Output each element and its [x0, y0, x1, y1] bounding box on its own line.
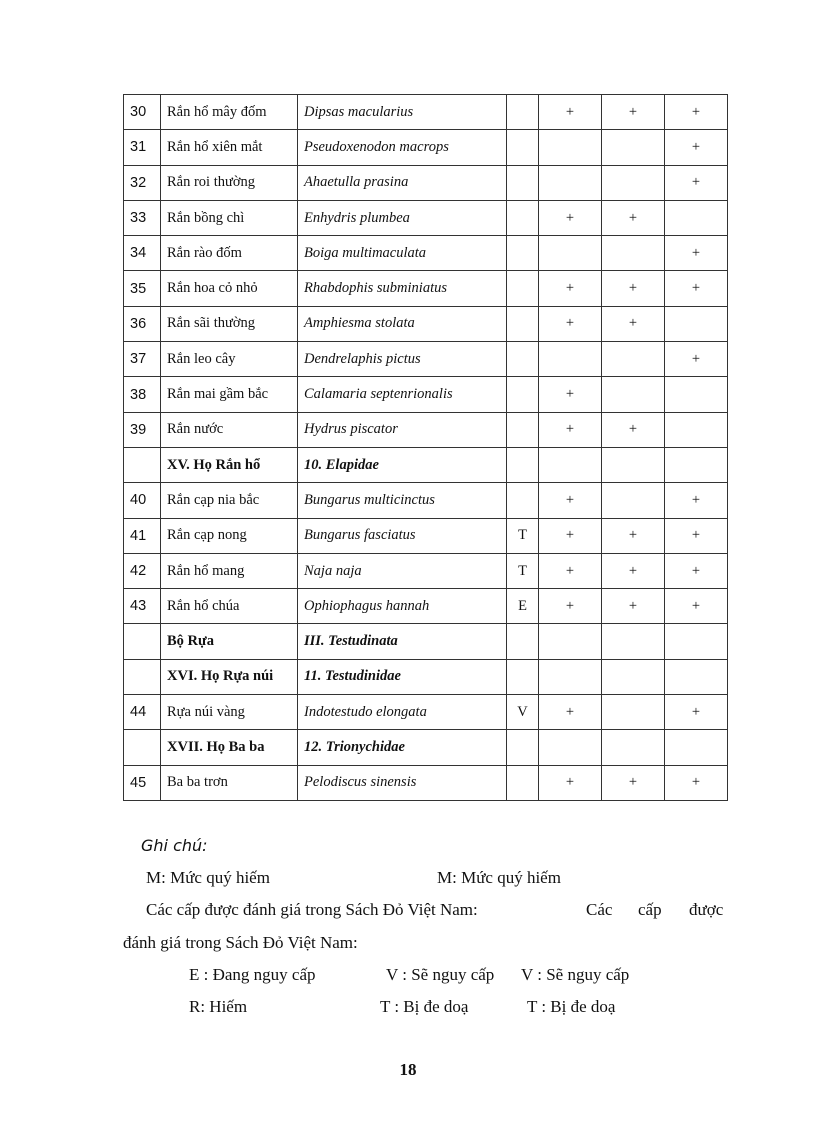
scientific-name: Calamaria septenrionalis: [298, 377, 507, 412]
row-number: 41: [124, 518, 161, 553]
note-t2: T : Bị đe doạ: [527, 997, 616, 1016]
table-row: [124, 306, 728, 341]
table-row: [124, 200, 728, 235]
status-code: [507, 271, 539, 306]
group-row: [124, 659, 728, 694]
presence-col-3: [665, 659, 728, 694]
row-number: 44: [124, 695, 161, 730]
row-number: [124, 624, 161, 659]
vietnamese-name: Rắn hoa cỏ nhỏ: [161, 271, 298, 306]
presence-col-1: +: [539, 95, 602, 130]
species-table: [123, 94, 728, 801]
presence-col-1: +: [539, 518, 602, 553]
presence-col-3: +: [665, 165, 728, 200]
scientific-name: Boiga multimaculata: [298, 236, 507, 271]
presence-col-3: +: [665, 95, 728, 130]
presence-col-1: +: [539, 695, 602, 730]
note-t1: T : Bị đe doạ: [380, 997, 469, 1016]
vietnamese-name: Rắn roi thường: [161, 165, 298, 200]
status-code: [507, 659, 539, 694]
presence-col-2: +: [602, 589, 665, 624]
status-code: [507, 624, 539, 659]
status-code: [507, 200, 539, 235]
vietnamese-name: Rắn cạp nong: [161, 518, 298, 553]
note-levels: Các cấp được đánh giá trong Sách Đỏ Việt Nam:: [146, 900, 478, 919]
presence-col-2: +: [602, 200, 665, 235]
vietnamese-name: Rắn mai gầm bắc: [161, 377, 298, 412]
presence-col-3: +: [665, 236, 728, 271]
presence-col-2: +: [602, 412, 665, 447]
table-row: [124, 236, 728, 271]
vietnamese-name: Ba ba trơn: [161, 765, 298, 800]
presence-col-1: [539, 659, 602, 694]
row-number: 31: [124, 130, 161, 165]
scientific-name: Amphiesma stolata: [298, 306, 507, 341]
vietnamese-name: XVI. Họ Rựa núi: [161, 659, 298, 694]
presence-col-2: +: [602, 765, 665, 800]
row-number: 45: [124, 765, 161, 800]
note-e: E : Đang nguy cấp: [189, 965, 316, 984]
presence-col-2: [602, 624, 665, 659]
row-number: 37: [124, 342, 161, 377]
scientific-name: Pelodiscus sinensis: [298, 765, 507, 800]
group-row: [124, 730, 728, 765]
presence-col-3: [665, 624, 728, 659]
notes-title: Ghi chú:: [141, 836, 208, 855]
presence-col-2: [602, 659, 665, 694]
presence-col-3: +: [665, 765, 728, 800]
vietnamese-name: Rắn hổ mang: [161, 553, 298, 588]
vietnamese-name: Rắn hổ chúa: [161, 589, 298, 624]
scientific-name: 12. Trionychidae: [298, 730, 507, 765]
vietnamese-name: Rắn cạp nia bắc: [161, 483, 298, 518]
table-row: [124, 342, 728, 377]
presence-col-3: +: [665, 483, 728, 518]
presence-col-2: +: [602, 271, 665, 306]
presence-col-3: [665, 412, 728, 447]
presence-col-2: +: [602, 553, 665, 588]
presence-col-1: +: [539, 412, 602, 447]
vietnamese-name: Rắn leo cây: [161, 342, 298, 377]
table-row: [124, 483, 728, 518]
presence-col-3: [665, 200, 728, 235]
presence-col-2: [602, 165, 665, 200]
presence-col-1: [539, 130, 602, 165]
table-row: [124, 695, 728, 730]
presence-col-1: [539, 624, 602, 659]
row-number: 33: [124, 200, 161, 235]
presence-col-1: +: [539, 553, 602, 588]
presence-col-1: [539, 165, 602, 200]
status-code: [507, 95, 539, 130]
scientific-name: Pseudoxenodon macrops: [298, 130, 507, 165]
presence-col-2: [602, 695, 665, 730]
table-row: [124, 412, 728, 447]
presence-col-3: [665, 306, 728, 341]
row-number: 30: [124, 95, 161, 130]
presence-col-2: +: [602, 518, 665, 553]
presence-col-2: [602, 130, 665, 165]
table-row: [124, 95, 728, 130]
row-number: 35: [124, 271, 161, 306]
status-code: [507, 377, 539, 412]
note-r: R: Hiếm: [189, 997, 248, 1016]
status-code: [507, 342, 539, 377]
scientific-name: Dipsas macularius: [298, 95, 507, 130]
presence-col-2: +: [602, 95, 665, 130]
table-row: [124, 377, 728, 412]
presence-col-3: +: [665, 553, 728, 588]
note-levels-word-3: được: [689, 900, 724, 919]
vietnamese-name: XV. Họ Rắn hổ: [161, 447, 298, 482]
row-number: 38: [124, 377, 161, 412]
presence-col-1: [539, 342, 602, 377]
row-number: [124, 659, 161, 694]
row-number: 39: [124, 412, 161, 447]
vietnamese-name: Rắn sãi thường: [161, 306, 298, 341]
status-code: [507, 130, 539, 165]
presence-col-3: +: [665, 695, 728, 730]
presence-col-3: +: [665, 589, 728, 624]
scientific-name: Bungarus multicinctus: [298, 483, 507, 518]
vietnamese-name: Rắn rào đốm: [161, 236, 298, 271]
status-code: [507, 447, 539, 482]
vietnamese-name: Rựa núi vàng: [161, 695, 298, 730]
vietnamese-name: Rắn hổ xiên mắt: [161, 130, 298, 165]
note-levels-cont: đánh giá trong Sách Đỏ Việt Nam:: [123, 933, 358, 952]
status-code: T: [507, 553, 539, 588]
status-code: [507, 483, 539, 518]
presence-col-1: +: [539, 200, 602, 235]
group-row: [124, 447, 728, 482]
group-row: [124, 624, 728, 659]
status-code: [507, 306, 539, 341]
presence-col-3: +: [665, 271, 728, 306]
row-number: 40: [124, 483, 161, 518]
presence-col-3: [665, 730, 728, 765]
scientific-name: 11. Testudinidae: [298, 659, 507, 694]
presence-col-1: [539, 447, 602, 482]
presence-col-1: +: [539, 271, 602, 306]
presence-col-1: +: [539, 765, 602, 800]
scientific-name: Rhabdophis subminiatus: [298, 271, 507, 306]
row-number: 43: [124, 589, 161, 624]
presence-col-1: +: [539, 377, 602, 412]
vietnamese-name: Rắn hổ mây đốm: [161, 95, 298, 130]
vietnamese-name: Bộ Rựa: [161, 624, 298, 659]
presence-col-2: +: [602, 306, 665, 341]
scientific-name: Bungarus fasciatus: [298, 518, 507, 553]
note-v1: V : Sẽ nguy cấp: [386, 965, 495, 984]
presence-col-2: [602, 377, 665, 412]
vietnamese-name: XVII. Họ Ba ba: [161, 730, 298, 765]
presence-col-1: [539, 236, 602, 271]
status-code: E: [507, 589, 539, 624]
row-number: [124, 730, 161, 765]
page-number: 18: [399, 1060, 417, 1079]
scientific-name: Ophiophagus hannah: [298, 589, 507, 624]
scientific-name: Enhydris plumbea: [298, 200, 507, 235]
presence-col-2: [602, 483, 665, 518]
presence-col-1: +: [539, 483, 602, 518]
presence-col-3: +: [665, 130, 728, 165]
vietnamese-name: Rắn nước: [161, 412, 298, 447]
row-number: 34: [124, 236, 161, 271]
row-number: [124, 447, 161, 482]
table-row: [124, 271, 728, 306]
presence-col-3: [665, 447, 728, 482]
table-row: [124, 165, 728, 200]
presence-col-3: +: [665, 518, 728, 553]
presence-col-1: +: [539, 589, 602, 624]
scientific-name: Naja naja: [298, 553, 507, 588]
presence-col-1: +: [539, 306, 602, 341]
status-code: [507, 412, 539, 447]
presence-col-3: +: [665, 342, 728, 377]
presence-col-1: [539, 730, 602, 765]
status-code: V: [507, 695, 539, 730]
scientific-name: III. Testudinata: [298, 624, 507, 659]
scientific-name: Ahaetulla prasina: [298, 165, 507, 200]
presence-col-2: [602, 447, 665, 482]
table-row: [124, 553, 728, 588]
presence-col-2: [602, 730, 665, 765]
presence-col-3: [665, 377, 728, 412]
scientific-name: Indotestudo elongata: [298, 695, 507, 730]
note-m-left: M: Mức quý hiếm: [146, 868, 270, 887]
scientific-name: Dendrelaphis pictus: [298, 342, 507, 377]
status-code: [507, 730, 539, 765]
presence-col-2: [602, 236, 665, 271]
presence-col-2: [602, 342, 665, 377]
table-row: [124, 589, 728, 624]
table-row: [124, 518, 728, 553]
row-number: 32: [124, 165, 161, 200]
note-levels-word-2: cấp: [638, 900, 662, 919]
note-v2: V : Sẽ nguy cấp: [521, 965, 630, 984]
scientific-name: 10. Elapidae: [298, 447, 507, 482]
status-code: [507, 765, 539, 800]
row-number: 42: [124, 553, 161, 588]
scientific-name: Hydrus piscator: [298, 412, 507, 447]
table-row: [124, 765, 728, 800]
status-code: [507, 236, 539, 271]
note-m-right: M: Mức quý hiếm: [437, 868, 561, 887]
status-code: T: [507, 518, 539, 553]
row-number: 36: [124, 306, 161, 341]
table-row: [124, 130, 728, 165]
status-code: [507, 165, 539, 200]
vietnamese-name: Rắn bồng chì: [161, 200, 298, 235]
note-levels-word-1: Các: [586, 900, 613, 919]
